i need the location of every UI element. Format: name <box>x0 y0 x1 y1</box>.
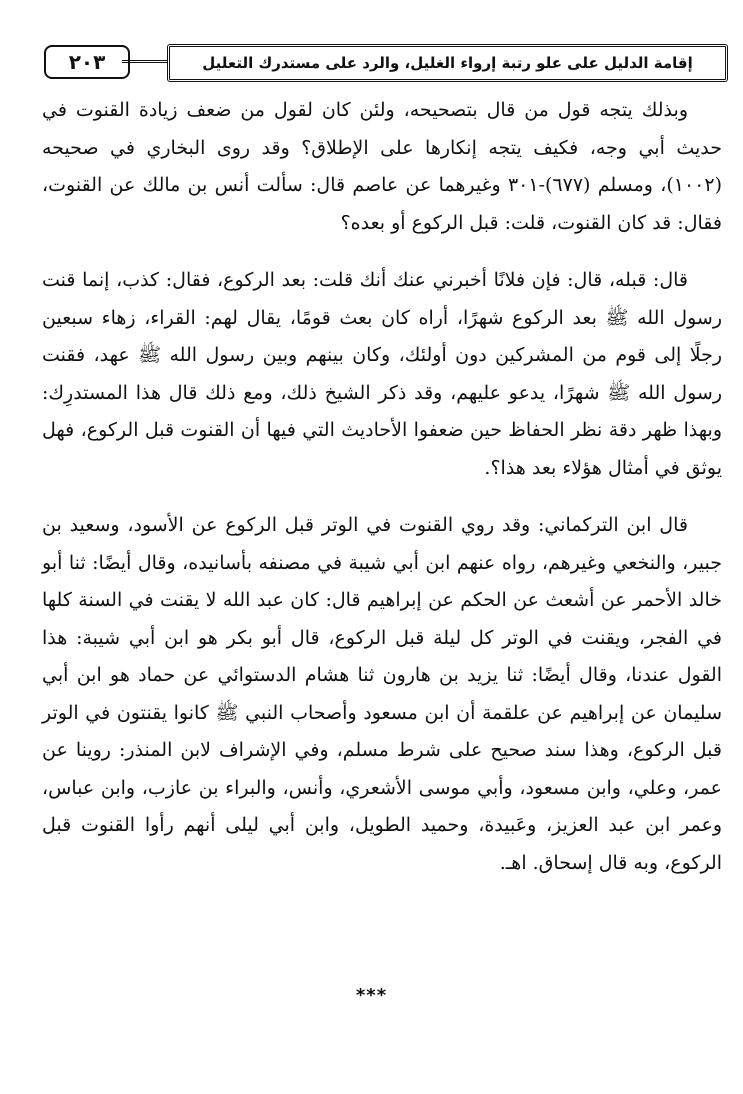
header-divider-line <box>122 60 172 63</box>
paragraph-3: قال ابن التركماني: وقد روي القنوت في الوتر قبل الركوع عن الأسود، وسعيد بن جبير، والنخعي وغيرهم، رواه عنهم ابن أبي شيبة في مصنفه بأسانيده، وقال أيضًا: ثنا أبو خالد الأحمر عن أشعث عن الحكم عن إبراهيم قال: كان عبد الله لا يقنت في السنة كلها في الفجر، ويقنت في الوتر كل ليلة قبل الركوع، قال أبو بكر هو ابن أبي شيبة: هذا القول عندنا، وقال أيضًا: ثنا يزيد بن هارون ثنا هشام الدستوائي عن حماد هو ابن أبي سليمان عن إبراهيم عن علقمة أن ابن مسعود وأصحاب النبي ﷺ كانوا يقنتون في الوتر قبل الركوع، وهذا سند صحيح على شرط مسلم، وفي الإشراف لابن المنذر: روينا عن عمر، وعلي، وابن مسعود، وأبي موسى الأشعري، وأنس، والبراء بن عازب، وابن عباس، وعمر ابن عبد العزيز، وعَبيدة، وحميد الطويل، وابن أبي ليلى أنهم رأوا القنوت قبل الركوع، وبه قال إسحاق. اهـ. <box>42 514 722 874</box>
running-header <box>22 42 722 82</box>
running-title: إقامة الدليل على علو رتبة إرواء الغليل، والرد على مستدرك التعليل <box>167 44 728 82</box>
page-number: ٢٠٣ <box>44 45 130 79</box>
paragraph-1: وبذلك يتجه قول من قال بتصحيحه، ولئن كان لقول من ضعف زيادة القنوت في حديث أبي وجه، فكيف يتجه إنكارها على الإطلاق؟ وقد روى البخاري في صحيحه (١٠٠٢)، ومسلم (٦٧٧)-٣٠١ وغيرهما عن عاصم قال: سألت أنس بن مالك عن القنوت، فقال: قد كان القنوت، قلت: قبل الركوع أو بعده؟ <box>42 99 722 234</box>
section-separator: *** <box>355 985 388 1006</box>
main-text <box>42 92 722 882</box>
paragraph-2: قال: قبله، قال: فإن فلانًا أخبرني عنك أنك قلت: بعد الركوع، فقال: كذب، إنما قنت رسول الله ﷺ بعد الركوع شهرًا، أراه كان بعث قومًا، يقال لهم: القراء، زهاء سبعين رجلًا إلى قوم من المشركين دون أولئك، وكان بينهم وبين رسول الله ﷺ عهد، فقنت رسول الله ﷺ شهرًا، يدعو عليهم، وقد ذكر الشيخ ذلك، ومع ذلك قال هذا المستدرِك: وبهذا ظهر دقة نظر الحفاظ حين ضعفوا الأحاديث التي فيها أن القنوت قبل الركوع، فهل يوثق في أمثال هؤلاء بعد هذا؟. <box>42 269 722 479</box>
